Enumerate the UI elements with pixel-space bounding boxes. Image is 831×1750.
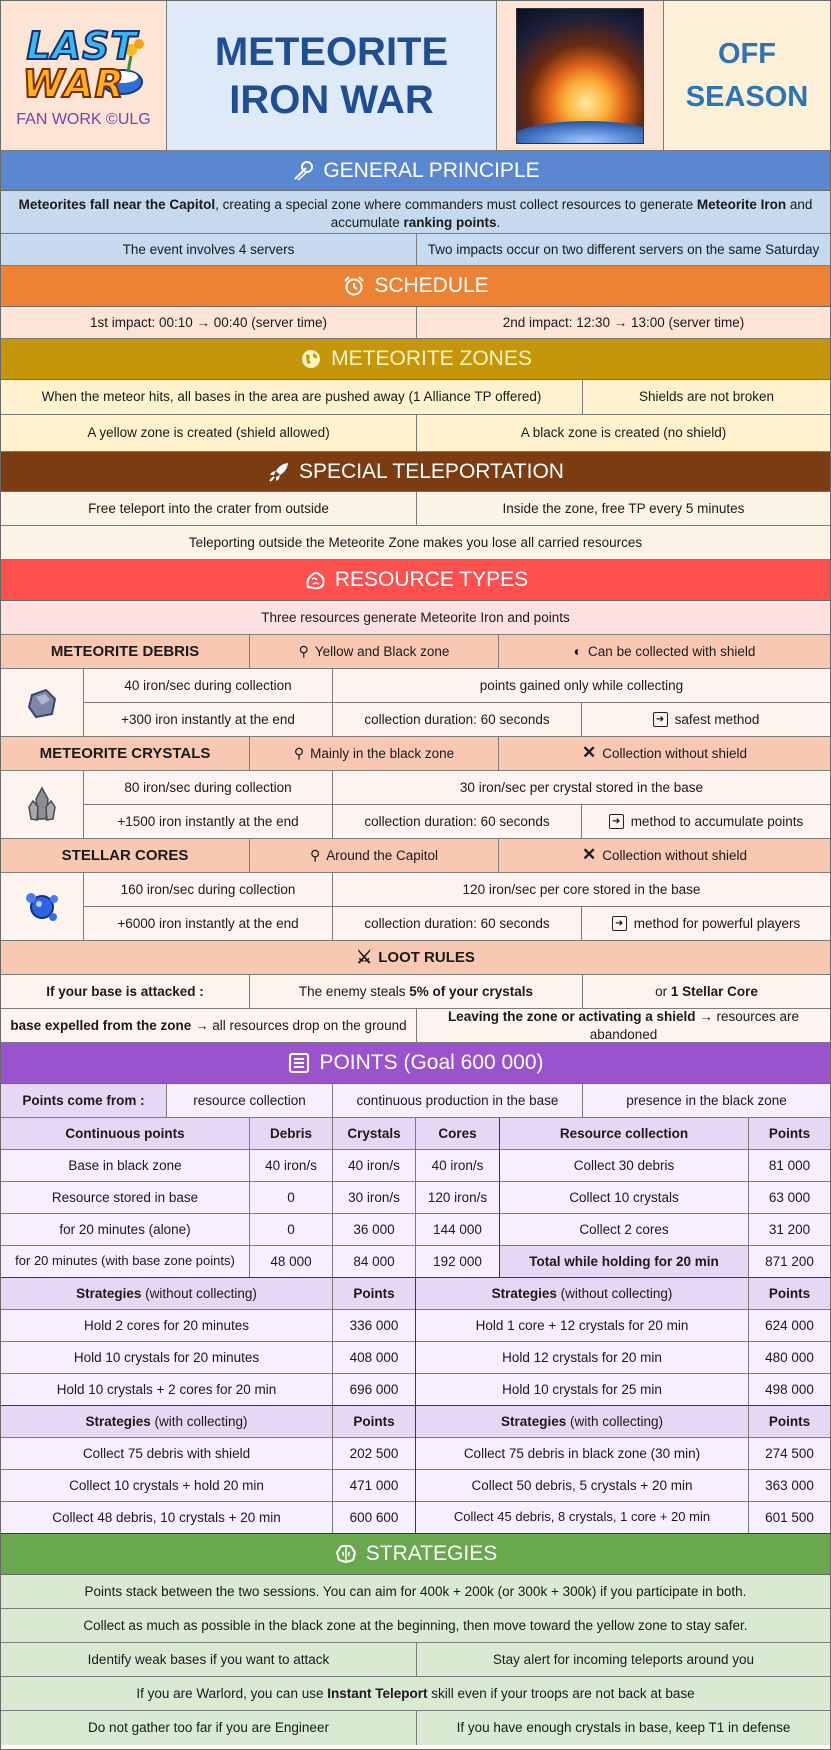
- strategies-suffix: (with collecting): [150, 1413, 248, 1429]
- last-war-logo: [19, 20, 149, 107]
- strategy-weak: Identify weak bases if you want to attack: [1, 1643, 417, 1676]
- teleport-free: Free teleport into the crater from outside: [1, 492, 417, 525]
- zones-black: A black zone is created (no shield): [520, 425, 727, 441]
- loot-expelled-bold: base expelled from the zone: [10, 1017, 192, 1033]
- strategy-points: 274 500: [765, 1445, 814, 1461]
- table-row: [1, 1310, 415, 1342]
- crystals-image-cell: [1, 771, 84, 838]
- cores-instant: +6000 iron instantly at the end: [84, 907, 333, 940]
- collection-row-label: Collect 2 cores: [500, 1214, 749, 1245]
- schedule-row: [1, 307, 830, 339]
- crystals-zone-label: Mainly in the black zone: [310, 745, 455, 761]
- debris-zone: [250, 635, 499, 668]
- debris-rock-icon: [24, 685, 60, 721]
- continuous-row-debris: 0: [250, 1182, 333, 1213]
- strategy-warlord: [1, 1677, 830, 1710]
- collection-total-points: 871 200: [749, 1246, 830, 1277]
- no-collect-left-header: [1, 1278, 415, 1310]
- warlord-bold: Instant Teleport: [327, 1685, 428, 1701]
- strategies-suffix: (without collecting): [141, 1285, 257, 1301]
- globe-icon: [299, 347, 323, 371]
- table-row: [416, 1374, 830, 1405]
- collect-right: [416, 1406, 830, 1533]
- points-title: POINTS (Goal 600 000): [319, 1051, 544, 1074]
- strategy-points: 363 000: [765, 1477, 814, 1493]
- continuous-row-cores: 144 000: [433, 1221, 482, 1237]
- loot-leaving-bold: Leaving the zone or activating a shield: [447, 1008, 696, 1024]
- crystals-name: METEORITE CRYSTALS: [1, 737, 250, 770]
- general-desc-text2: and accumulate: [330, 197, 813, 230]
- servers-fact: The event involves 4 servers: [1, 234, 417, 265]
- general-desc-text1: , creating a special zone where commanders must collect resources to generate: [215, 197, 697, 212]
- fan-work-label: FAN WORK ©ULG: [16, 111, 151, 129]
- continuous-row-cores: 40 iron/s: [431, 1157, 484, 1173]
- general-desc-bold3: ranking points: [403, 214, 497, 230]
- collect-right-points-header: Points: [768, 1413, 811, 1429]
- cores-zone-label: Around the Capitol: [326, 847, 439, 863]
- strategies-title: STRATEGIES: [365, 1542, 498, 1565]
- first-impact: 1st impact: 00:10 → 00:40 (server time): [1, 307, 417, 338]
- continuous-row-debris: 40 iron/s: [250, 1150, 333, 1181]
- teleport-outside: Teleporting outside the Meteorite Zone makes you lose all carried resources: [188, 534, 643, 550]
- cores-shield-label: Collection without shield: [602, 847, 748, 863]
- strategy-points: 202 500: [349, 1445, 399, 1461]
- strategy-collect: Collect as much as possible in the black zone at the beginning, then move toward the yellow zone to stay safer.: [83, 1617, 748, 1633]
- strategy-label: Collect 45 debris, 8 crystals, 1 core + 20 min: [416, 1502, 749, 1533]
- general-facts-row: [1, 234, 830, 266]
- debris-shield: [499, 635, 830, 668]
- crystals-info: [84, 771, 830, 838]
- logo-panel: [1, 1, 167, 150]
- strategies-row-1: [1, 1575, 830, 1609]
- zones-yellow: A yellow zone is created (shield allowed): [1, 415, 417, 451]
- continuous-row-crystals: 36 000: [333, 1214, 416, 1245]
- loot-steals-bold: 5% of your crystals: [409, 983, 534, 999]
- continuous-header-debris: Debris: [250, 1118, 333, 1149]
- teleport-row-1: [1, 492, 830, 526]
- strategy-points: 336 000: [349, 1317, 399, 1333]
- strategies-collect-table: [1, 1406, 830, 1534]
- warlord-pre: If you are Warlord, you can use: [136, 1685, 328, 1701]
- table-row: [1, 1374, 415, 1405]
- strategies-label: Strategies: [76, 1285, 142, 1301]
- resources-title: RESOURCE TYPES: [334, 568, 529, 591]
- points-sources-row: [1, 1084, 830, 1118]
- continuous-header-cores: Cores: [438, 1125, 477, 1141]
- stellar-core-icon: [22, 889, 62, 925]
- crystals-method-label: method to accumulate points: [630, 813, 804, 829]
- loot-expelled: [1, 1009, 417, 1042]
- debris-info-row1: [84, 669, 830, 703]
- table-row: [1, 1470, 415, 1502]
- strategy-label: Hold 12 crystals for 20 min: [416, 1342, 749, 1373]
- strategy-points: 480 000: [765, 1349, 814, 1365]
- table-row: [1, 1182, 499, 1214]
- debris-extra: points gained only while collecting: [479, 677, 684, 693]
- continuous-row-label: Resource stored in base: [1, 1182, 250, 1213]
- no-collect-left-points-header: Points: [353, 1285, 395, 1301]
- arrow-right-icon: ➜: [612, 916, 627, 931]
- collect-left-header: [1, 1406, 415, 1438]
- strategy-points: 624 000: [765, 1317, 814, 1333]
- rocket-icon: [267, 460, 291, 484]
- strategy-points: 600 600: [349, 1509, 399, 1525]
- table-row: [1, 1502, 415, 1533]
- debris-rate: 40 iron/sec during collection: [84, 669, 333, 702]
- continuous-row-debris: 0: [250, 1214, 333, 1245]
- loot-row-1: [1, 975, 830, 1009]
- collection-row-label: Collect 30 debris: [500, 1150, 749, 1181]
- strategies-row-5: [1, 1711, 830, 1745]
- strategy-stack: Points stack between the two sessions. You can aim for 400k + 200k (or 300k + 300k) if you participate in both.: [84, 1583, 747, 1599]
- debris-header-row: [1, 635, 830, 669]
- cores-header-row: [1, 839, 830, 873]
- header: [1, 1, 830, 151]
- strategies-suffix: (without collecting): [556, 1285, 673, 1301]
- table-row: [1, 1438, 415, 1470]
- continuous-row-crystals: 40 iron/s: [333, 1150, 416, 1181]
- strategies-no-collect-table: [1, 1278, 830, 1406]
- collection-total-label: Total while holding for 20 min: [500, 1246, 749, 1277]
- cores-name: STELLAR CORES: [1, 839, 250, 872]
- debris-duration: collection duration: 60 seconds: [333, 703, 582, 736]
- strategy-label: Collect 48 debris, 10 crystals + 20 min: [1, 1502, 333, 1533]
- cores-image-cell: [1, 873, 84, 940]
- pin-icon: ⚲: [309, 847, 321, 864]
- half-shield-icon: ◐: [573, 643, 583, 660]
- crystals-zone: [250, 737, 499, 770]
- continuous-row-cores: 192 000: [433, 1253, 482, 1269]
- zones-row-2: [1, 415, 830, 452]
- strategies-row-2: [1, 1609, 830, 1643]
- crystals-shield-label: Collection without shield: [602, 745, 748, 761]
- table-row: [1, 1150, 499, 1182]
- continuous-row-label: for 20 minutes (with base zone points): [1, 1246, 250, 1277]
- page-title-line2: IRON WAR: [229, 77, 434, 122]
- crystals-rate: 80 iron/sec during collection: [84, 771, 333, 804]
- title-panel: [167, 1, 497, 150]
- continuous-row-debris: 48 000: [250, 1246, 333, 1277]
- continuous-points-table: [1, 1118, 500, 1277]
- pin-icon: ⚲: [298, 643, 309, 660]
- crystals-info-row2: [84, 805, 830, 838]
- strategy-points: 601 500: [765, 1509, 814, 1525]
- strategy-label: Hold 10 crystals for 20 minutes: [1, 1342, 333, 1373]
- no-collect-right-header: [416, 1278, 830, 1310]
- crystals-info-row1: [84, 771, 830, 805]
- page-title-line1: METEORITE: [214, 29, 449, 74]
- meteor-image-panel: [497, 1, 664, 150]
- crystals-shield: [499, 737, 830, 770]
- points-source-presence: presence in the black zone: [626, 1092, 787, 1108]
- resources-intro-row: [1, 601, 830, 635]
- cores-duration: collection duration: 60 seconds: [333, 907, 582, 940]
- continuous-header-crystals: Crystals: [333, 1118, 416, 1149]
- impacts-fact: Two impacts occur on two different servers on the same Saturday: [427, 241, 820, 257]
- debris-shield-label: Can be collected with shield: [588, 643, 756, 659]
- strategies-row-3: [1, 1643, 830, 1677]
- logo-text-last: LAST: [26, 24, 138, 69]
- crystals-duration: collection duration: 60 seconds: [333, 805, 582, 838]
- no-collect-right-label: [416, 1278, 749, 1309]
- crystals-extra: 30 iron/sec per crystal stored in the base: [459, 779, 704, 795]
- table-row: [416, 1342, 830, 1374]
- teleport-section-header: [1, 452, 830, 492]
- loot-title: LOOT RULES: [378, 948, 475, 966]
- debris-instant: +300 iron instantly at the end: [84, 703, 333, 736]
- collection-header-label: Resource collection: [500, 1118, 749, 1149]
- zones-pushed: When the meteor hits, all bases in the area are pushed away (1 Alliance TP offered): [1, 380, 583, 414]
- general-desc-bold2: Meteorite Iron: [696, 197, 787, 212]
- points-come-from: Points come from :: [1, 1084, 167, 1117]
- arrow-right-icon: ➜: [609, 814, 624, 829]
- list-icon: [287, 1051, 311, 1075]
- general-description: [1, 191, 830, 233]
- table-row: [416, 1470, 830, 1502]
- strategies-section-header: [1, 1534, 830, 1575]
- collection-header-row: [500, 1118, 830, 1150]
- ore-icon: [303, 568, 327, 592]
- x-icon: ✕: [581, 845, 597, 865]
- alarm-clock-icon: [342, 274, 366, 298]
- continuous-row-crystals: 30 iron/s: [333, 1182, 416, 1213]
- schedule-section-header: [1, 266, 830, 307]
- debris-info-row2: [84, 703, 830, 736]
- crossed-swords-icon: ⚔: [356, 946, 373, 967]
- zones-title: METEORITE ZONES: [331, 347, 532, 370]
- points-tables: [1, 1118, 830, 1278]
- debris-zone-label: Yellow and Black zone: [314, 643, 450, 659]
- no-collect-left: [1, 1278, 416, 1405]
- arrow-right-icon: ➜: [653, 712, 668, 727]
- crystal-icon: [24, 785, 60, 825]
- cores-rate: 160 iron/sec during collection: [84, 873, 333, 906]
- strategy-crystals: If you have enough crystals in base, keep T1 in defense: [456, 1720, 791, 1736]
- zones-section-header: [1, 339, 830, 380]
- strategy-label: Collect 75 debris in black zone (30 min): [416, 1438, 749, 1469]
- collect-left-label: [1, 1406, 333, 1437]
- strategies-label: Strategies: [85, 1413, 151, 1429]
- continuous-header-row: [1, 1118, 499, 1150]
- strategy-label: Collect 75 debris with shield: [1, 1438, 333, 1469]
- collect-right-label: [416, 1406, 749, 1437]
- crystals-details: [1, 771, 830, 839]
- meteor-image: [516, 8, 644, 144]
- loot-steals-pre: The enemy steals: [298, 983, 406, 999]
- points-source-collection: resource collection: [167, 1084, 333, 1117]
- table-row: [500, 1182, 830, 1214]
- table-row: [1, 1214, 499, 1246]
- cores-details: [1, 873, 830, 941]
- strategy-label: Hold 1 core + 12 crystals for 20 min: [416, 1310, 749, 1341]
- loot-or: [583, 975, 830, 1008]
- debris-info: [84, 669, 830, 736]
- loot-header: [1, 941, 830, 975]
- table-row: [1, 1342, 415, 1374]
- cores-info-row2: [84, 907, 830, 940]
- strategy-points: 696 000: [349, 1381, 399, 1397]
- resources-section-header: [1, 560, 830, 601]
- no-collect-left-label: [1, 1278, 333, 1309]
- loot-attacked: If your base is attacked :: [1, 975, 250, 1008]
- crystals-header-row: [1, 737, 830, 771]
- teleport-title: SPECIAL TELEPORTATION: [299, 459, 564, 483]
- pin-icon: ⚲: [293, 745, 305, 762]
- general-description-row: [1, 191, 830, 234]
- season-line2: SEASON: [685, 80, 809, 113]
- strategy-label: Hold 2 cores for 20 minutes: [1, 1310, 333, 1341]
- meteor-icon: [291, 159, 315, 183]
- cores-info-row1: [84, 873, 830, 907]
- continuous-row-crystals: 84 000: [333, 1246, 416, 1277]
- loot-or-pre: or: [655, 983, 668, 999]
- collection-row-label: Collect 10 crystals: [500, 1182, 749, 1213]
- collect-right-header: [416, 1406, 830, 1438]
- resource-collection-table: [500, 1118, 830, 1277]
- no-collect-right: [416, 1278, 830, 1405]
- cores-extra: 120 iron/sec per core stored in the base: [462, 881, 701, 897]
- loot-row-2: [1, 1009, 830, 1043]
- debris-method: [582, 703, 830, 736]
- general-section-header: [1, 151, 830, 191]
- strategy-alert: Stay alert for incoming teleports around you: [492, 1651, 755, 1667]
- strategy-points: 408 000: [349, 1349, 399, 1365]
- collection-row-points: 63 000: [768, 1189, 811, 1205]
- strategy-points: 498 000: [765, 1381, 814, 1397]
- zones-shields: Shields are not broken: [638, 389, 775, 405]
- schedule-title: SCHEDULE: [374, 274, 489, 297]
- collection-total-row: [500, 1246, 830, 1277]
- continuous-header-label: Continuous points: [1, 1118, 250, 1149]
- cores-info: [84, 873, 830, 940]
- collection-header-points: Points: [768, 1125, 811, 1141]
- cores-zone: [250, 839, 499, 872]
- table-row: [416, 1310, 830, 1342]
- continuous-row-label: Base in black zone: [1, 1150, 250, 1181]
- strategy-label: Collect 10 crystals + hold 20 min: [1, 1470, 333, 1501]
- general-desc-text3: .: [496, 214, 501, 230]
- crystals-instant: +1500 iron instantly at the end: [84, 805, 333, 838]
- strategy-engineer: Do not gather too far if you are Engineer: [1, 1711, 417, 1745]
- brain-icon: [334, 1542, 358, 1566]
- season-panel: [664, 1, 830, 150]
- teleport-row-2: [1, 526, 830, 560]
- crystals-method: [582, 805, 830, 838]
- loot-leaving: [417, 1009, 830, 1042]
- strategies-label: Strategies: [491, 1285, 557, 1301]
- warlord-post: skill even if your troops are not back at base: [427, 1685, 695, 1701]
- debris-details: [1, 669, 830, 737]
- loot-steals: [250, 975, 583, 1008]
- collect-left: [1, 1406, 416, 1533]
- season-line1: OFF: [718, 38, 776, 71]
- strategies-label: Strategies: [500, 1413, 567, 1429]
- strategy-label: Hold 10 crystals + 2 cores for 20 min: [1, 1374, 333, 1405]
- strategies-suffix: (with collecting): [566, 1413, 664, 1429]
- points-section-header: [1, 1043, 830, 1084]
- resources-intro: Three resources generate Meteorite Iron and points: [261, 609, 570, 625]
- strategy-points: 471 000: [349, 1477, 399, 1493]
- no-collect-right-points-header: Points: [768, 1285, 811, 1301]
- points-source-production: continuous production in the base: [333, 1084, 583, 1117]
- collect-left-points-header: Points: [353, 1413, 395, 1429]
- continuous-row-cores: 120 iron/s: [427, 1189, 488, 1205]
- strategy-label: Collect 50 debris, 5 crystals + 20 min: [416, 1470, 749, 1501]
- strategy-label: Hold 10 crystals for 25 min: [416, 1374, 749, 1405]
- loot-title-cell: [1, 941, 830, 974]
- debris-image-cell: [1, 669, 84, 736]
- zones-row-1: [1, 380, 830, 415]
- loot-leaving-text: → resources are abandoned: [589, 1008, 800, 1042]
- table-row: [416, 1438, 830, 1470]
- collection-row-points: 81 000: [768, 1157, 811, 1173]
- teleport-inside: Inside the zone, free TP every 5 minutes: [502, 500, 745, 516]
- table-row: [1, 1246, 499, 1277]
- logo-text-war: WAR: [22, 62, 125, 107]
- cores-method: [582, 907, 830, 940]
- continuous-row-label: for 20 minutes (alone): [1, 1214, 250, 1245]
- x-icon: ✕: [581, 743, 597, 763]
- cores-shield: [499, 839, 830, 872]
- debris-name: METEORITE DEBRIS: [1, 635, 250, 668]
- table-row: [416, 1502, 830, 1533]
- cores-method-label: method for powerful players: [633, 915, 801, 931]
- strategies-row-4: [1, 1677, 830, 1711]
- collection-row-points: 31 200: [768, 1221, 811, 1237]
- table-row: [500, 1214, 830, 1246]
- table-row: [500, 1150, 830, 1182]
- general-title: GENERAL PRINCIPLE: [323, 158, 540, 182]
- loot-expelled-text: → all resources drop on the ground: [191, 1017, 407, 1033]
- second-impact: 2nd impact: 12:30 → 13:00 (server time): [502, 314, 745, 330]
- loot-or-bold: 1 Stellar Core: [670, 983, 758, 999]
- debris-method-label: safest method: [674, 711, 760, 727]
- general-desc-bold1: Meteorites fall near the Capitol: [18, 197, 216, 212]
